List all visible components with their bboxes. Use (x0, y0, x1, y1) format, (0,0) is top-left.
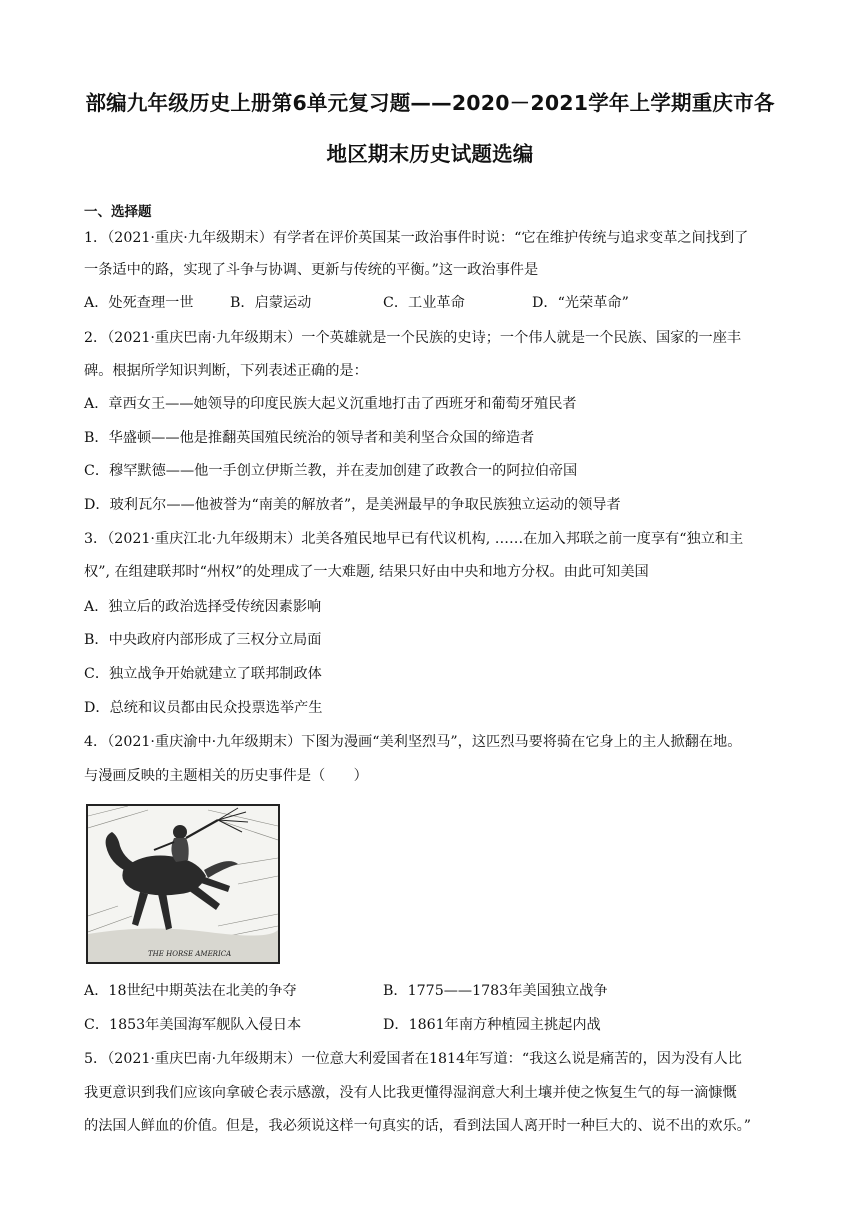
q5-stem-line-1: 5．（2021·重庆巴南·九年级期末）一位意大利爱国者在1814年写道：“我这么说是痛苦的，因为没有人比 (84, 1051, 742, 1067)
q1-stem-line-2: 一条适中的路，实现了斗争与协调、更新与传统的平衡。”这一政治事件是 (84, 262, 539, 278)
q1-option-d: D．“光荣革命” (532, 295, 629, 311)
q5-stem-line-3: 的法国人鲜血的价值。但是，我必须说这样一句真实的话，看到法国人离开时一种巨大的、说不出的欢乐。” (84, 1118, 751, 1134)
q1-option-a: A．处死查理一世 (84, 295, 194, 311)
cartoon-image (86, 804, 280, 964)
q5-stem-line-2: 我更意识到我们应该向拿破仑表示感激，没有人比我更懂得湿润意大利土壤并使之恢复生气的每一滴慷慨 (84, 1085, 737, 1101)
q2-option-c: C．穆罕默德——他一手创立伊斯兰教，并在麦加创建了政教合一的阿拉伯帝国 (84, 463, 578, 479)
q2-stem-line-2: 碑。根据所学知识判断，下列表述正确的是： (84, 363, 368, 379)
q4-option-b: B．1775——1783年美国独立战争 (383, 983, 608, 999)
q3-stem-line-1: 3．（2021·重庆江北·九年级期末）北美各殖民地早已有代议机构, ……在加入邦联之前一度享有“独立和主 (84, 531, 744, 547)
page-title-line-1: 部编九年级历史上册第6单元复习题——2020－2021学年上学期重庆市各 (85, 91, 775, 115)
q4-stem-line-1: 4．（2021·重庆渝中·九年级期末）下图为漫画“美利坚烈马”，这匹烈马要将骑在它身上的主人掀翻在地。 (84, 734, 742, 750)
q3-option-b: B．中央政府内部形成了三权分立局面 (84, 632, 322, 648)
q1-option-b: B．启蒙运动 (230, 295, 312, 311)
q3-option-c: C．独立战争开始就建立了联邦制政体 (84, 666, 322, 682)
section-heading: 一、选择题 (84, 204, 152, 220)
q4-option-c: C．1853年美国海军舰队入侵日本 (84, 1017, 302, 1033)
horse-rider-cartoon-icon (88, 806, 278, 962)
q2-stem-line-1: 2．（2021·重庆巴南·九年级期末）一个英雄就是一个民族的史诗；一个伟人就是一个民族、国家的一座丰 (84, 330, 742, 346)
page-title-line-2: 地区期末历史试题选编 (326, 142, 534, 166)
q4-option-d: D．1861年南方种植园主挑起内战 (383, 1017, 601, 1033)
q1-option-c: C．工业革命 (383, 295, 465, 311)
q1-stem-line-1: 1．（2021·重庆·九年级期末）有学者在评价英国某一政治事件时说：“它在维护传统与追求变革之间找到了 (84, 230, 749, 246)
q2-option-b: B．华盛顿——他是推翻英国殖民统治的领导者和美利坚合众国的缔造者 (84, 430, 535, 446)
q3-option-a: A．独立后的政治选择受传统因素影响 (84, 599, 322, 615)
q4-stem-line-2: 与漫画反映的主题相关的历史事件是（ ） (84, 768, 368, 784)
q2-option-d: D．玻利瓦尔——他被誉为“南美的解放者”，是美洲最早的争取民族独立运动的领导者 (84, 497, 621, 513)
q3-option-d: D．总统和议员都由民众投票选举产生 (84, 700, 323, 716)
q4-option-a: A．18世纪中期英法在北美的争夺 (84, 983, 297, 999)
q2-option-a: A．章西女王——她领导的印度民族大起义沉重地打击了西班牙和葡萄牙殖民者 (84, 396, 577, 412)
q3-stem-line-2: 权”, 在组建联邦时“州权”的处理成了一大难题, 结果只好由中央和地方分权。由此可知美国 (84, 564, 649, 580)
cartoon-caption: THE HORSE AMERICA (148, 950, 232, 958)
